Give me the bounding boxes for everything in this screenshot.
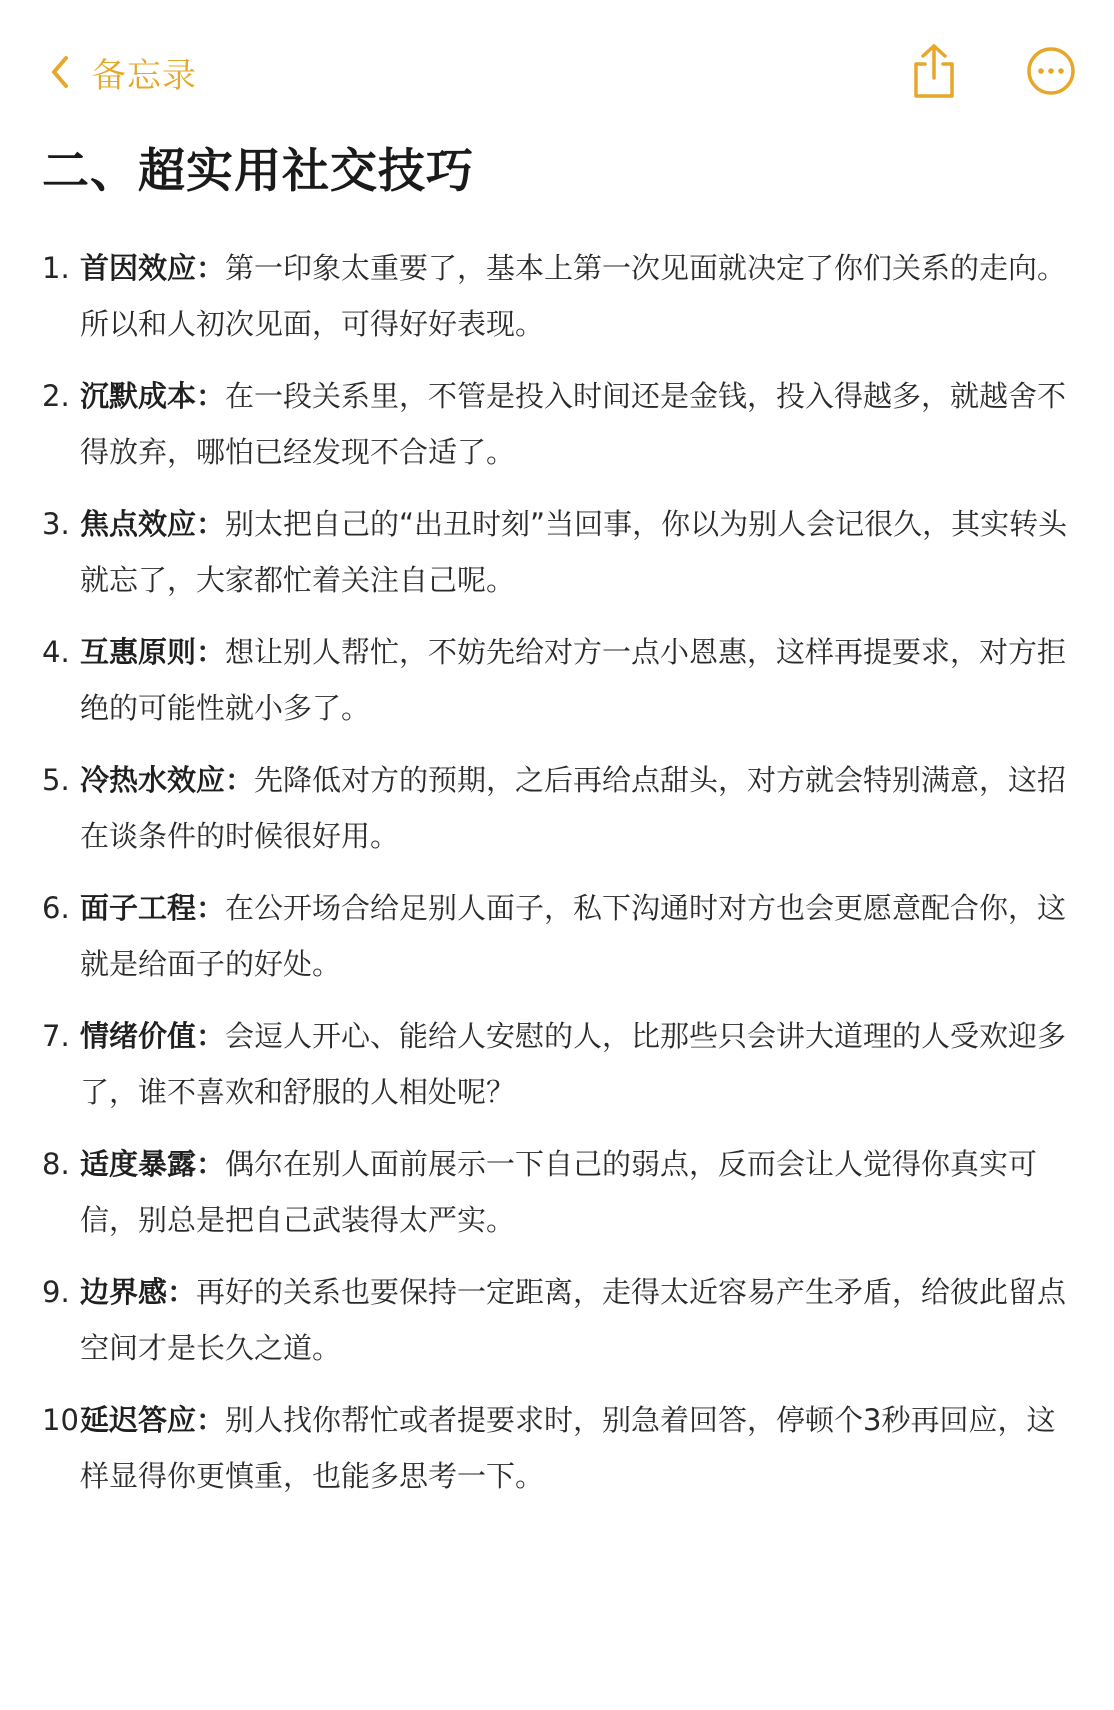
share-icon — [908, 42, 960, 102]
list-item — [0, 1008, 1114, 1120]
item-body: 第一印象太重要了，基本上第一次见面就决定了你们关系的走向。所以和人初次见面，可得好好表现。 — [80, 251, 1067, 341]
item-body: 偶尔在别人面前展示一下自己的弱点，反而会让人觉得你真实可信，别总是把自己武装得太严实。 — [80, 1147, 1038, 1237]
item-term: 冷热水效应 — [80, 763, 226, 797]
item-body: 想让别人帮忙，不妨先给对方一点小恩惠，这样再提要求，对方拒绝的可能性就小多了。 — [80, 635, 1067, 725]
list-item — [0, 368, 1114, 480]
item-number: 10 — [42, 1403, 79, 1437]
item-colon: ： — [196, 1019, 226, 1053]
item-term: 延迟答应 — [80, 1403, 197, 1437]
item-number: 7. — [42, 1019, 70, 1053]
item-term: 沉默成本 — [80, 379, 197, 413]
item-number: 8. — [42, 1147, 70, 1181]
list-item — [0, 880, 1114, 992]
item-term: 焦点效应 — [80, 507, 197, 541]
item-term: 互惠原则 — [80, 635, 197, 669]
list-item — [0, 1136, 1114, 1248]
item-body: 会逗人开心、能给人安慰的人，比那些只会讲大道理的人受欢迎多了，谁不喜欢和舒服的人相处呢？ — [80, 1019, 1067, 1109]
item-colon: ： — [225, 763, 255, 797]
item-number: 6. — [42, 891, 70, 925]
item-term: 情绪价值 — [80, 1019, 197, 1053]
item-body: 别太把自己的“出丑时刻”当回事，你以为别人会记很久，其实转头就忘了，大家都忙着关注自己呢。 — [80, 507, 1068, 597]
more-button[interactable] — [1026, 46, 1076, 96]
item-body: 在一段关系里，不管是投入时间还是金钱，投入得越多，就越舍不得放弃，哪怕已经发现不合适了。 — [80, 379, 1067, 469]
item-colon: ： — [196, 635, 226, 669]
item-term: 边界感 — [80, 1275, 168, 1309]
back-label: 备忘录 — [92, 55, 197, 96]
nav-bar — [0, 0, 1114, 140]
note-title: 二、超实用社交技巧 — [42, 144, 474, 199]
item-body: 先降低对方的预期，之后再给点甜头，对方就会特别满意，这招在谈条件的时候很好用。 — [80, 763, 1067, 853]
item-number: 4. — [42, 635, 70, 669]
item-colon: ： — [196, 379, 226, 413]
list-item — [0, 496, 1114, 608]
item-colon: ： — [167, 1275, 197, 1309]
back-button[interactable] — [48, 44, 197, 100]
item-term: 首因效应 — [80, 251, 197, 285]
list-item — [0, 1392, 1114, 1504]
item-colon: ： — [196, 891, 226, 925]
item-number: 5. — [42, 763, 70, 797]
list-item — [0, 624, 1114, 736]
item-colon: ： — [196, 1403, 226, 1437]
item-number: 1. — [42, 251, 70, 285]
list-item — [0, 1264, 1114, 1376]
item-body: 在公开场合给足别人面子，私下沟通时对方也会更愿意配合你，这就是给面子的好处。 — [80, 891, 1067, 981]
more-icon — [1026, 46, 1076, 96]
item-colon: ： — [196, 251, 226, 285]
share-button[interactable] — [908, 42, 960, 102]
item-body: 别人找你帮忙或者提要求时，别急着回答，停顿个3秒再回应，这样显得你更慎重，也能多思考一下。 — [80, 1403, 1056, 1493]
note-list — [0, 240, 1114, 1520]
item-body: 再好的关系也要保持一定距离，走得太近容易产生矛盾，给彼此留点空间才是长久之道。 — [80, 1275, 1067, 1365]
item-number: 9. — [42, 1275, 70, 1309]
item-number: 3. — [42, 507, 70, 541]
item-colon: ： — [196, 1147, 226, 1181]
item-term: 适度暴露 — [80, 1147, 197, 1181]
chevron-left-icon — [48, 52, 72, 92]
list-item — [0, 240, 1114, 352]
item-colon: ： — [196, 507, 226, 541]
item-term: 面子工程 — [80, 891, 197, 925]
list-item — [0, 752, 1114, 864]
item-number: 2. — [42, 379, 70, 413]
